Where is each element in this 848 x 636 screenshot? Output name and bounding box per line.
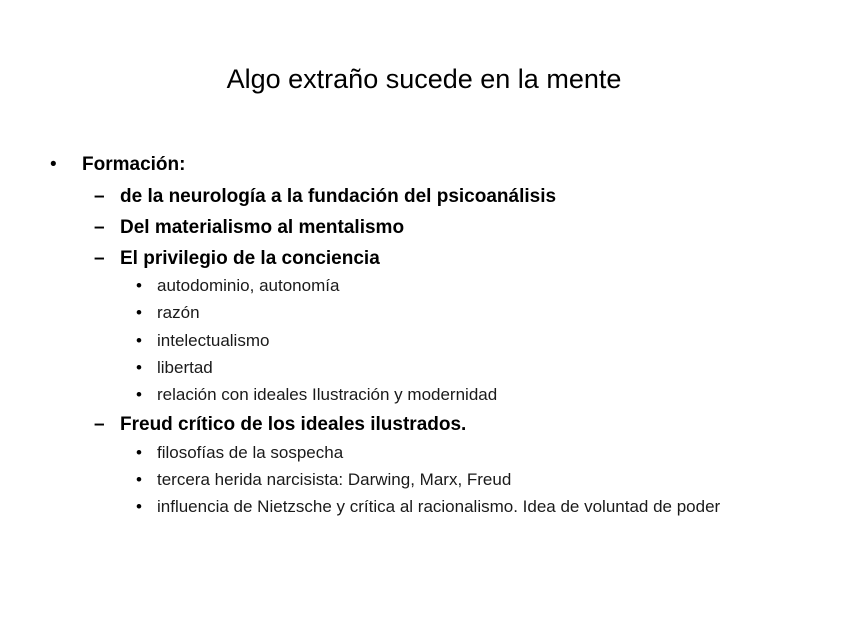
list-item-text: autodominio, autonomía: [157, 276, 340, 295]
bullet-marker: •: [136, 358, 142, 377]
list-item-text: filosofías de la sospecha: [157, 443, 344, 462]
bullet-marker: •: [136, 276, 142, 295]
dash-marker: –: [94, 186, 105, 207]
bullet-marker: •: [136, 470, 142, 489]
bullet-marker: •: [136, 385, 142, 404]
list-item-text: relación con ideales Ilustración y modernidad: [157, 385, 498, 404]
dash-marker: –: [94, 217, 105, 238]
bullet-marker: •: [136, 443, 142, 462]
bullet-text-formacion: Formación:: [82, 154, 186, 175]
bullet-marker: •: [136, 331, 142, 350]
list-item-text: intelectualismo: [157, 331, 270, 350]
subbullet-text-freud: Freud crítico de los ideales ilustrados.: [120, 414, 467, 435]
bullet-marker: •: [50, 154, 57, 175]
bullet-marker: •: [136, 497, 142, 516]
subbullet-text-neurologia: de la neurología a la fundación del psicoanálisis: [120, 186, 557, 207]
list-item-text: libertad: [157, 358, 213, 377]
slide-title: Algo extraño sucede en la mente: [226, 64, 622, 94]
list-item-text: razón: [157, 303, 200, 322]
subbullet-text-materialismo: Del materialismo al mentalismo: [120, 217, 405, 238]
subbullet-text-privilegio: El privilegio de la conciencia: [120, 248, 380, 269]
list-item-text: influencia de Nietzsche y crítica al racionalismo. Idea de voluntad de poder: [157, 497, 721, 516]
bullet-marker: •: [136, 303, 142, 322]
dash-marker: –: [94, 248, 105, 269]
list-item-text: tercera herida narcisista: Darwing, Marx, Freud: [157, 470, 512, 489]
dash-marker: –: [94, 414, 105, 435]
